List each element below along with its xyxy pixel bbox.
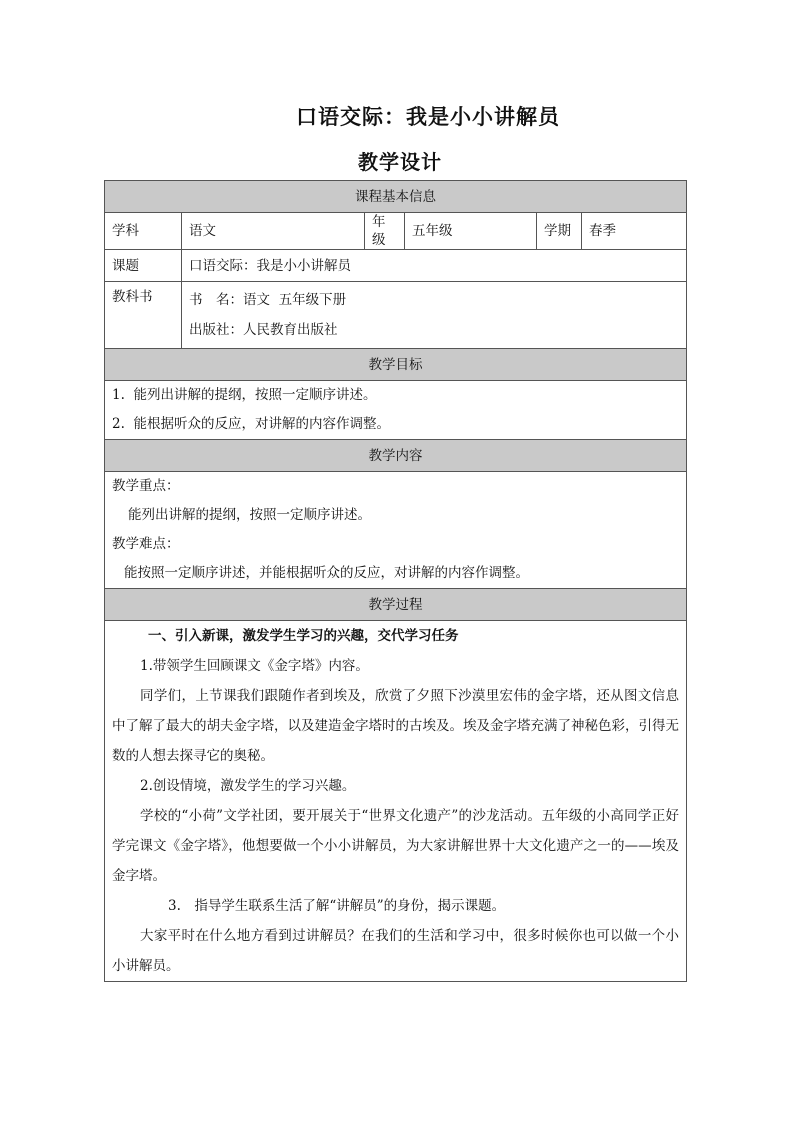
goals-row [105,381,687,440]
key-point-text: 能列出讲解的提纲，按照一定顺序讲述。 [128,507,371,523]
process-step: 2.创设情境，激发学生的学习兴趣。 [140,778,356,794]
term-value: 春季 [582,213,687,250]
book-name: 书 名：语文 五年级下册 [189,292,347,308]
subject-label: 学科 [105,213,182,250]
topic-label: 课题 [105,250,182,282]
section-title: 教学过程 [105,589,687,621]
key-point-label: 教学重点： [112,478,180,494]
basic-info-row [105,213,687,250]
process-paragraph: 大家平时在什么地方看到过讲解员？在我们的生活和学习中，很多时候你也可以做一个小小讲解员。 [112,928,679,974]
grade-label: 年级 [365,213,405,250]
process-paragraph: 同学们，上节课我们跟随作者到埃及，欣赏了夕照下沙漠里宏伟的金字塔，还从图文信息中了解了最大的胡夫金字塔，以及建造金字塔时的古埃及。埃及金字塔充满了神秘色彩，引得无数的人想去探寻它的奥秘。 [112,688,679,764]
process-step: 1.带领学生回顾课文《金字塔》内容。 [140,658,369,674]
section-header-process [105,589,687,621]
section-title: 教学内容 [105,440,687,472]
section-header-basic [105,181,687,213]
textbook-label: 教科书 [105,282,182,349]
difficulty-text: 能按照一定顺序讲述，并能根据听众的反应，对讲解的内容作调整。 [124,565,529,581]
document-title: 口语交际：我是小小讲解员 [296,105,560,129]
textbook-info [182,282,687,349]
section-title: 教学目标 [105,349,687,381]
goal-item: 1. 能列出讲解的提纲，按照一定顺序讲述。 [112,387,377,403]
process-body [105,621,687,982]
subject-value: 语文 [182,213,365,250]
difficulty-label: 教学难点： [112,536,180,552]
topic-row [105,250,687,282]
grade-value: 五年级 [405,213,537,250]
lesson-plan-table [104,180,687,982]
section-title: 课程基本信息 [105,181,687,213]
textbook-row [105,282,687,349]
process-paragraph: 学校的“小荷”文学社团，要开展关于“世界文化遗产”的沙龙活动。五年级的小高同学正好学完课文《金字塔》，他想要做一个小小讲解员，为大家讲解世界十大文化遗产之一的——埃及金字塔。 [112,808,679,884]
content-body [105,472,687,589]
term-label: 学期 [537,213,582,250]
document-subtitle: 教学设计 [358,150,442,174]
section-header-content [105,440,687,472]
content-row [105,472,687,589]
process-row [105,621,687,982]
publisher: 出版社：人民教育出版社 [189,322,338,338]
goals-list [105,381,687,440]
section-header-goals [105,349,687,381]
process-step: 3. 指导学生联系生活了解“讲解员”的身份，揭示课题。 [168,898,506,914]
topic-value: 口语交际：我是小小讲解员 [182,250,687,282]
goal-item: 2. 能根据听众的反应，对讲解的内容作调整。 [112,416,390,432]
process-heading: 一、引入新课，激发学生学习的兴趣，交代学习任务 [148,628,459,644]
